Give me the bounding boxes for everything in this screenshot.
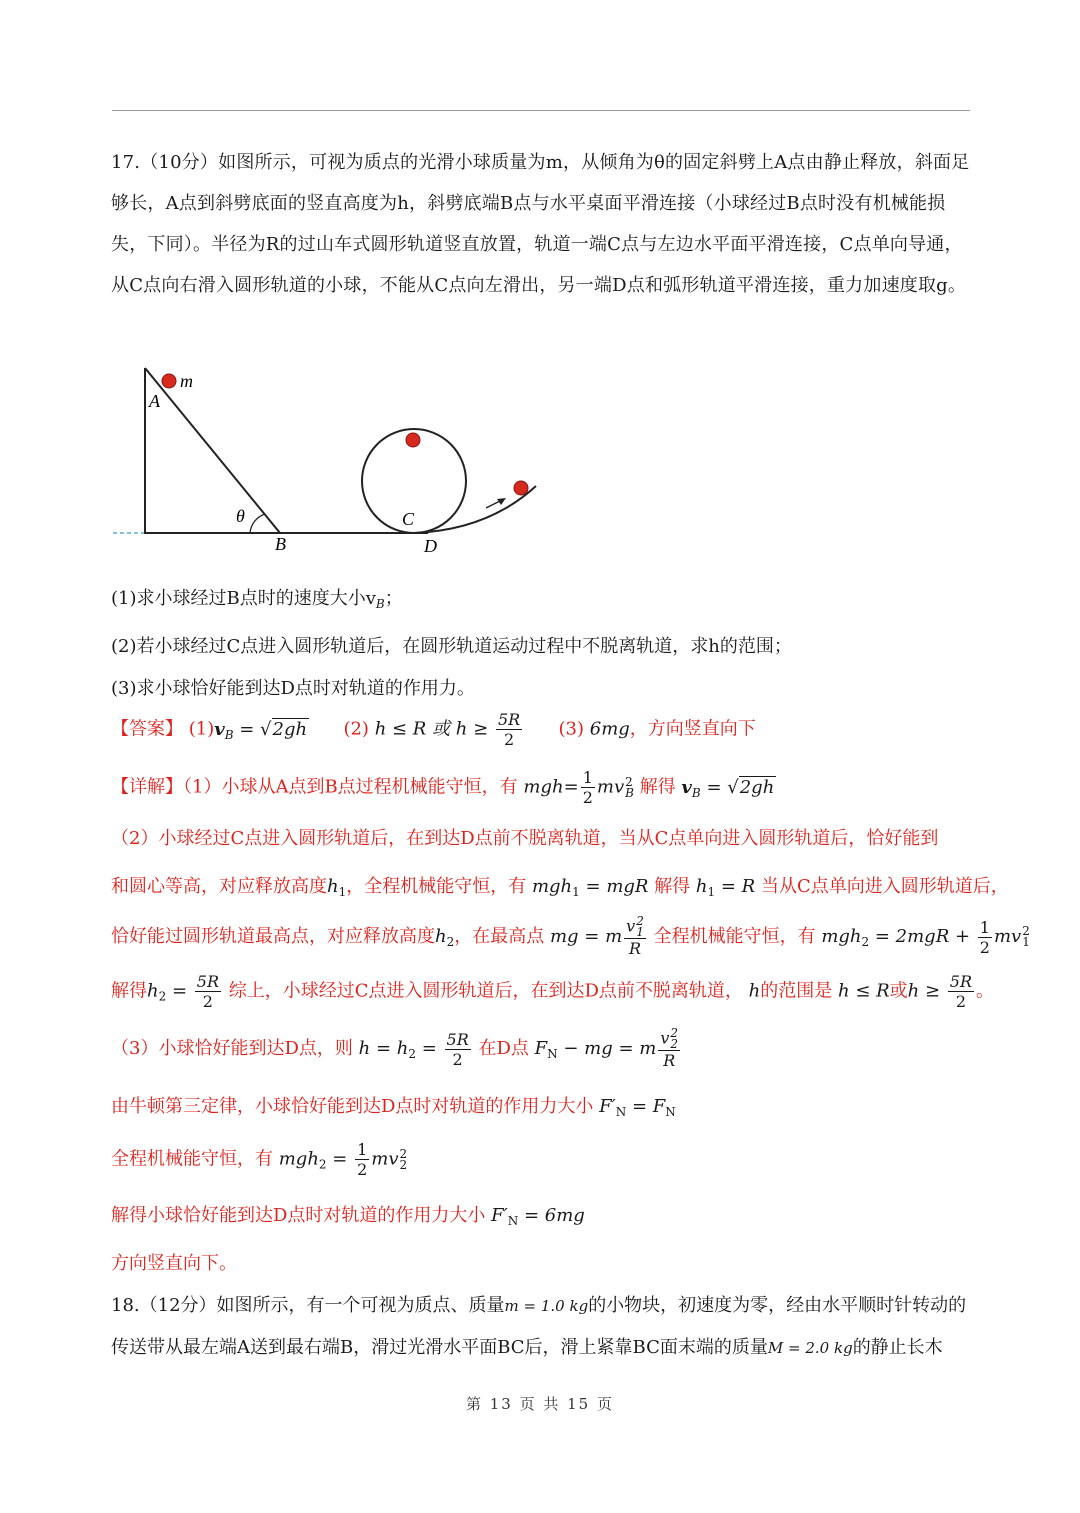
label-m: m — [180, 371, 193, 391]
detail-line-9: 解得小球恰好能到达D点时对轨道的作用力大小 $F'_N = 6mg$ — [111, 1205, 585, 1228]
detail-line-7: 由牛顿第三定律，小球恰好能到达D点时对轨道的作用力大小 $F'_N = F_N$ — [111, 1096, 676, 1119]
answer-tag: 【答案】 — [111, 718, 183, 740]
problem17-stem: 17.（10分）如图所示，可视为质点的光滑小球质量为m，从倾角为θ的固定斜劈上A点由静止释放，斜面足够长，A点到斜劈底面的竖直高度为h，斜劈底端B点与水平桌面平滑连接（小球经过B点时没有机械能损失，下同）。半径为R的过山车式圆形轨道竖直放置，轨道一端C点与左边水平面平滑连接，C点单向导通，从C点向右滑入圆形轨道的小球，不能从C点向左滑出，另一端D点和弧形轨道平滑连接，重力加速度取g。 — [111, 152, 970, 296]
detail-line-4: 恰好能过圆形轨道最高点，对应释放高度$h_2$，在最高点 mg = m v 2 1 R 全程机械能守恒，有 mgh$_2$ = 2mgR + $\frac{1}{2}$ mv 2 1 — [111, 914, 1030, 958]
label-theta: θ — [236, 506, 245, 526]
problem18-line-2: 传送带从最左端A送到最右端B，滑过光滑水平面BC后，滑上紧靠BC面末端的质量M = 2.0 kg的静止长木 — [111, 1337, 943, 1358]
label-A: A — [149, 391, 160, 411]
answer-line: 【答案】 $(1)v_B = √2gh$ (2) h ≤ R 或 h ≥ $\frac{5R}{2}$ (3) 6mg，方向竖直向下 — [111, 710, 756, 749]
page-footer: 第 13 页 共 15 页 — [465, 1395, 614, 1413]
header-rule — [112, 110, 970, 111]
label-D: D — [424, 536, 437, 556]
question-2: (2)若小球经过C点进入圆形轨道后，在圆形轨道运动过程中不脱离轨道，求h的范围； — [111, 636, 792, 657]
ball-at-A — [162, 374, 176, 388]
detail-line-8: 全程机械能守恒，有 mgh$_2$ = $\frac{1}{2}$ mv 2 2 — [111, 1140, 408, 1179]
detail-tag: 【详解】 — [111, 776, 183, 798]
angle-arc — [250, 514, 265, 533]
ball-on-arc — [514, 481, 528, 495]
detail-line-3: 和圆心等高，对应释放高度$h_1$，全程机械能守恒，有 mgh$_1$ = mgR 解得 $h_1 = R$ 当从C点单向进入圆形轨道后， — [111, 876, 1009, 899]
label-C: C — [402, 509, 415, 529]
ball-in-loop — [406, 433, 420, 447]
physics-figure — [108, 360, 548, 560]
question-3: (3)求小球恰好能到达D点时对轨道的作用力。 — [111, 678, 475, 699]
detail-line-6: （3）小球恰好能到达D点，则 $h = h_2$ = $\frac{5R}{2}$ 在D点 $F_N$ − mg = m v 2 2 R — [111, 1026, 679, 1070]
question-1: (1)求小球经过B点时的速度大小$v_B$； — [111, 588, 403, 611]
detail-line-2: （2）小球经过C点进入圆形轨道后，在到达D点前不脱离轨道，当从C点单向进入圆形轨道后，恰好能到 — [111, 828, 939, 849]
detail-line-1: 【详解】（1）小球从A点到B点过程机械能守恒，有 mgh= $\frac{1}{2}$ mv 2 B 解得 $v_B = √2gh$ — [111, 768, 775, 807]
problem18-line-1: 18.（12分）如图所示，有一个可视为质点、质量m = 1.0 kg的小物块，初速度为零，经由水平顺时针转动的 — [111, 1295, 967, 1316]
wedge-slope — [145, 368, 280, 533]
label-B: B — [275, 534, 286, 554]
detail-line-5: 解得$h_2$ = $\frac{5R}{2}$ 综上，小球经过C点进入圆形轨道后，在到达D点前不脱离轨道， h的范围是 h ≤ R或h ≥ $\frac{5R}{2}$ 。 — [111, 972, 995, 1011]
detail-line-10: 方向竖直向下。 — [111, 1253, 237, 1274]
